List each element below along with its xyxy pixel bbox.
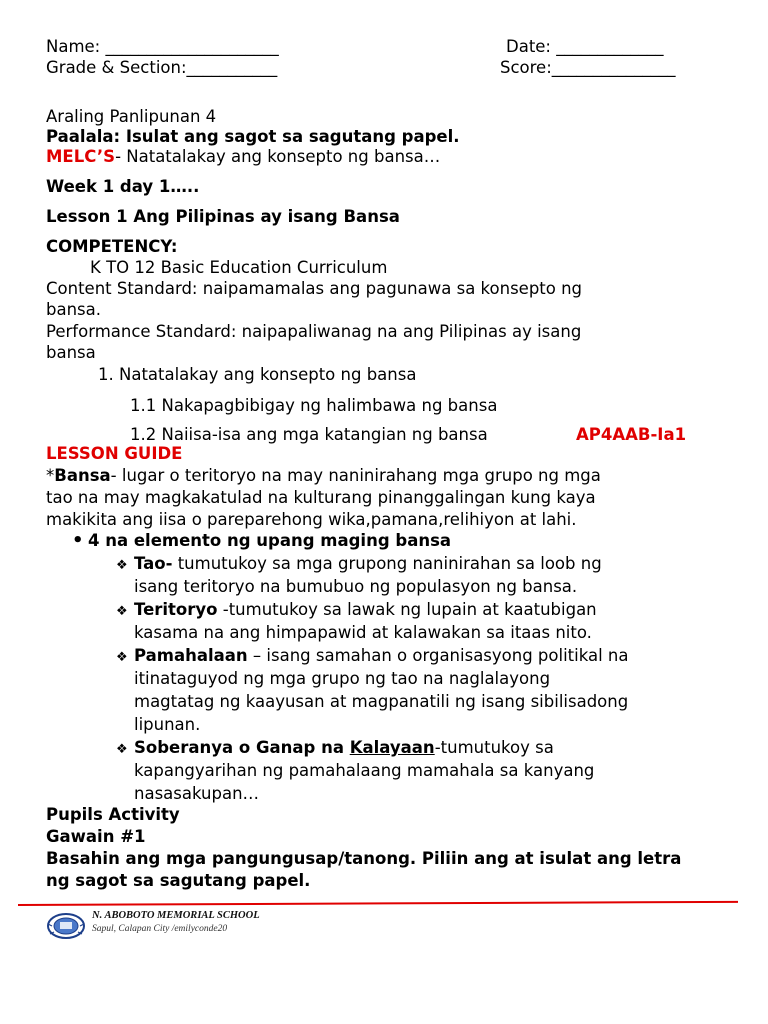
elements-heading xyxy=(72,530,451,552)
element-soberanya-text: -tumutukoy sa xyxy=(434,738,554,757)
performance-standard-line-2: bansa xyxy=(46,343,96,362)
element-kalayaan-term: Kalayaan xyxy=(349,738,435,757)
footer-divider xyxy=(18,901,738,906)
element-teritoryo-text: -tumutukoy sa lawak ng lupain at kaatubigan xyxy=(217,600,597,619)
elements-heading-text: 4 na elemento ng upang maging bansa xyxy=(88,531,452,550)
element-tao-text: tumutukoy sa mga grupong naninirahan sa loob ng xyxy=(172,554,602,573)
lesson-title: Lesson 1 Ang Pilipinas ay isang Bansa xyxy=(46,207,400,226)
element-teritoryo-line-1 xyxy=(116,599,597,623)
element-teritoryo-line-2: kasama na ang himpapawid at kalawakan sa itaas nito. xyxy=(134,623,592,642)
element-soberanya-line-1 xyxy=(116,737,554,761)
element-pamahalaan-text: – isang samahan o organisasyong politikal na xyxy=(247,646,629,665)
content-standard-line-2: bansa. xyxy=(46,300,101,319)
competency-item-1: 1. Natatalakay ang konsepto ng bansa xyxy=(98,365,417,384)
element-teritoryo-term: Teritoryo xyxy=(134,600,218,619)
activity-instruction-line-2: ng sagot sa sagutang papel. xyxy=(46,871,311,890)
element-pamahalaan-line-3: magtatag ng kaayusan at magpanatili ng isang sibilisadong xyxy=(134,692,629,711)
melc-tag: MELC’S xyxy=(46,147,116,166)
bansa-definition-line-1 xyxy=(46,465,601,487)
bansa-definition-line-3: makikita ang iisa o pareparehong wika,pamana,relihiyon at lahi. xyxy=(46,510,577,529)
element-soberanya-line-3: nasasakupan… xyxy=(134,784,260,803)
bullet-icon: • xyxy=(72,530,84,551)
name-field: Name: _____________________ xyxy=(46,37,279,56)
element-pamahalaan-line-4: lipunan. xyxy=(134,715,201,734)
diamond-bullet-icon: ❖ xyxy=(116,558,128,573)
curriculum-label: K TO 12 Basic Education Curriculum xyxy=(90,258,388,277)
competency-item-1-1: 1.1 Nakapagbibigay ng halimbawa ng bansa xyxy=(130,396,498,415)
element-tao-line-2: isang teritoryo na bumubuo ng populasyon ng bansa. xyxy=(134,577,578,596)
gawain-label: Gawain #1 xyxy=(46,827,146,846)
element-soberanya-line-2: kapangyarihan ng pamahalaang mamahala sa kanyang xyxy=(134,761,595,780)
reminder-text: Paalala: Isulat ang sagot sa sagutang papel. xyxy=(46,127,460,146)
performance-standard-line-1: Performance Standard: naipapaliwanag na ang Pilipinas ay isang xyxy=(46,322,582,341)
school-logo-icon xyxy=(46,912,86,940)
element-tao-term: Tao- xyxy=(134,554,173,573)
element-tao-line-1 xyxy=(116,553,602,577)
element-pamahalaan-line-1 xyxy=(116,645,629,669)
school-name: N. ABOBOTO MEMORIAL SCHOOL xyxy=(92,910,260,921)
diamond-bullet-icon: ❖ xyxy=(116,742,128,757)
lesson-guide-heading: LESSON GUIDE xyxy=(46,444,183,463)
score-field: Score:_______________ xyxy=(500,58,676,77)
element-pamahalaan-term: Pamahalaan xyxy=(134,646,248,665)
content-standard-line-1: Content Standard: naipamamalas ang pagunawa sa konsepto ng xyxy=(46,279,583,298)
bansa-definition-line-2: tao na may magkakatulad na kulturang pinanggalingan kung kaya xyxy=(46,488,596,507)
bansa-prefix: * xyxy=(46,466,55,485)
date-field: Date: _____________ xyxy=(506,37,664,56)
bansa-text: - lugar o teritoryo na may naninirahang mga grupo ng mga xyxy=(110,466,601,485)
element-soberanya-term: Soberanya o Ganap na xyxy=(134,738,350,757)
competency-code: AP4AAB-Ia1 xyxy=(576,425,687,444)
element-pamahalaan-line-2: itinataguyod ng mga grupo ng tao na naglalayong xyxy=(134,669,551,688)
subject-title: Araling Panlipunan 4 xyxy=(46,107,217,126)
school-address: Sapul, Calapan City /emilyconde20 xyxy=(92,924,228,934)
activity-instruction-line-1: Basahin ang mga pangungusap/tanong. Piliin ang at isulat ang letra xyxy=(46,849,682,868)
melc-text: - Natatalakay ang konsepto ng bansa… xyxy=(115,147,441,166)
diamond-bullet-icon: ❖ xyxy=(116,650,128,665)
grade-section-field: Grade & Section:___________ xyxy=(46,58,278,77)
week-label: Week 1 day 1….. xyxy=(46,177,200,196)
melc-line xyxy=(46,146,440,168)
activity-heading: Pupils Activity xyxy=(46,805,180,824)
competency-item-1-2: 1.2 Naiisa-isa ang mga katangian ng bansa xyxy=(130,425,488,444)
competency-heading: COMPETENCY: xyxy=(46,237,178,256)
diamond-bullet-icon: ❖ xyxy=(116,604,128,619)
bansa-term: Bansa xyxy=(54,466,111,485)
